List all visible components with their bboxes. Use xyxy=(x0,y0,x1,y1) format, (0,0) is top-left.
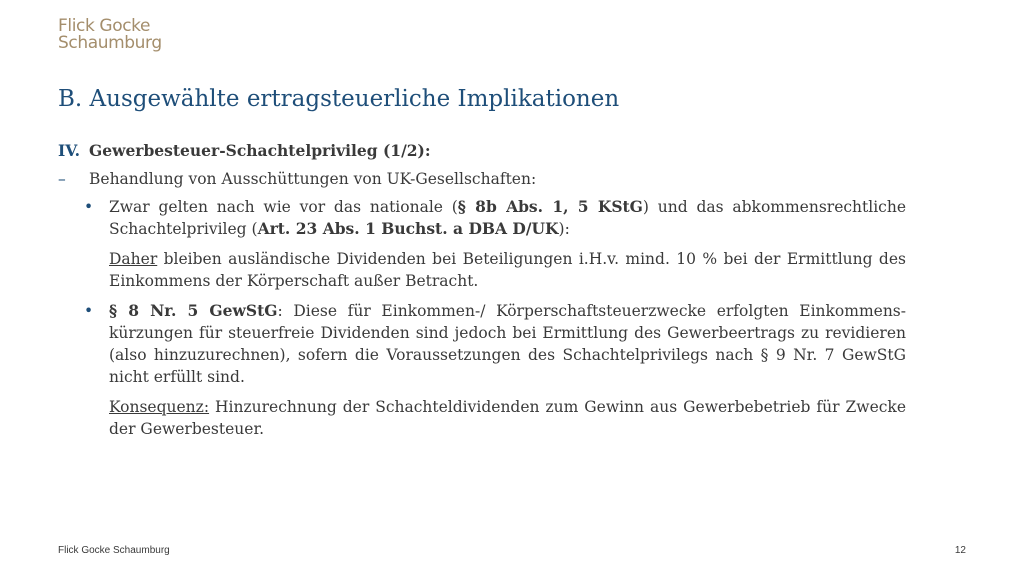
text-segment: Zwar gelten nach wie vor das nationale ( xyxy=(109,198,458,216)
bullet-text-1 xyxy=(109,196,906,240)
text-segment: : Diese für Einkommen-/ Körperschaftsteuerzwecke erfolgten Einkommens-kürzungen für steuerfreie Dividenden sind jedoch bei Ermittlung des Gewerbeertrags zu revidieren (also hinzuzurechnen), sofern die Voraussetzungen des Schachtelprivilegs nach § 9 Nr. 7 GewStG nicht erfüllt sind. xyxy=(109,302,906,386)
text-segment: ): xyxy=(558,220,570,238)
paragraph-2 xyxy=(109,396,906,440)
sub-point-text: Behandlung von Ausschüttungen von UK-Gesellschaften: xyxy=(89,170,537,188)
bullet-text-2 xyxy=(109,300,906,388)
logo-line-2: Schaumburg xyxy=(58,33,162,53)
page-number: 12 xyxy=(954,545,966,556)
bullet-marker: • xyxy=(84,198,94,216)
emphasis-label: Daher xyxy=(109,250,158,268)
text-segment: ) und das abkommensrechtliche Schachtelprivileg ( xyxy=(109,198,907,238)
law-reference: § 8 Nr. 5 GewStG xyxy=(109,301,278,320)
law-reference: § 8b Abs. 1, 5 KStG xyxy=(457,197,643,216)
bullet-marker: • xyxy=(84,302,94,320)
paragraph-1 xyxy=(109,248,906,292)
bullet-item-2 xyxy=(84,300,906,388)
section-heading-text: Gewerbesteuer-Schachtelprivileg (1/2): xyxy=(89,141,431,160)
company-logo xyxy=(58,18,162,52)
paragraph-text: Hinzurechnung der Schachteldividenden zum Gewinn aus Gewerbebetrieb für Zwecke der Gewerbesteuer. xyxy=(109,398,906,438)
bullet-item-1 xyxy=(84,196,906,240)
paragraph-text: bleiben ausländische Dividenden bei Beteiligungen i.H.v. mind. 10 % bei der Ermittlung des Einkommens der Körperschaft außer Betracht. xyxy=(109,250,906,290)
section-number: IV. xyxy=(58,141,80,160)
dash-marker: – xyxy=(58,170,66,188)
logo-line-1: Flick Gocke xyxy=(58,16,151,36)
sub-point xyxy=(58,168,906,190)
law-reference: Art. 23 Abs. 1 Buchst. a DBA D/UK xyxy=(257,219,559,238)
section-heading xyxy=(58,140,906,162)
slide-title: B. Ausgewählte ertragsteuerliche Implikationen xyxy=(58,86,620,112)
slide-content xyxy=(58,140,906,440)
footer-company: Flick Gocke Schaumburg xyxy=(58,545,170,556)
emphasis-label: Konsequenz: xyxy=(109,398,210,416)
